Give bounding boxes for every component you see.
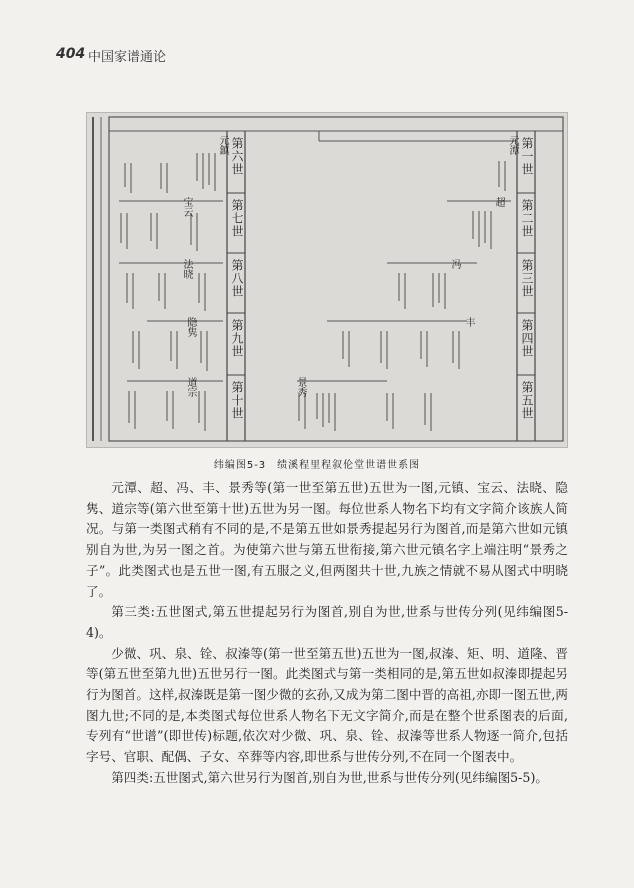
person-name: 隐隽 (185, 317, 196, 337)
gen-label-7: 第七世 (230, 199, 244, 238)
paragraph: 第三类:五世图式,第五世提起另行为图首,别自为世,世系与世传分列(见纬编图5-4)。 (86, 604, 568, 640)
gen-label-9: 第九世 (230, 319, 244, 358)
gen-label-2: 第二世 (520, 199, 534, 238)
gen-label-8: 第八世 (230, 259, 244, 298)
gen-label-3: 第三世 (520, 259, 534, 298)
person-name: 法晓 (181, 259, 192, 279)
person-name: 宝云 (181, 197, 192, 217)
person-name: 冯 (449, 259, 460, 269)
person-name: 道宗 (185, 377, 196, 397)
gen-label-6: 第六世 (230, 137, 244, 176)
person-name: 丰 (463, 317, 474, 327)
person-name: 元潭 (507, 135, 518, 155)
chart-lines (87, 113, 567, 447)
gen-label-5: 第五世 (520, 381, 534, 420)
book-title: 中国家谱通论 (88, 50, 167, 65)
paragraph: 少微、巩、泉、铨、叔溱等(第一世至第五世)五世为一图,叔溱、矩、明、道隆、晋等(第五世至第九世)五世另行一图。此类图式与第一类相同的是,第五世如叔溱即提起另行为图首。这样,叔溱既是第一图少微的玄孙,又成为第二图中晋的高祖,亦即一图五世,两图九世;不同的是,本类图式每位世系人物名下无文字简介,而是在整个世系图表的后面,专列有“世谱”(即世传)标题,依次对少微、巩、泉、铨、叔溱等世系人物逐一简介,包括字号、官职、配偶、子女、卒葬等内容,即世系与世传分列,不在同一个图表中。 (86, 645, 568, 765)
genealogy-chart-scan (86, 112, 568, 448)
person-name: 超 (493, 197, 504, 207)
paragraph: 第四类:五世图式,第六世另行为图首,别自为世,世系与世传分列(见纬编图5-5)。 (111, 769, 548, 785)
person-name: 元鎮 (217, 135, 228, 155)
body-text (86, 478, 568, 789)
page-number: 404 (56, 46, 86, 62)
gen-label-1: 第一世 (520, 137, 534, 176)
paragraph: 元潭、超、冯、丰、景秀等(第一世至第五世)五世为一图,元镇、宝云、法晓、隐隽、道宗等(第六世至第十世)五世为另一图。每位世系人物名下均有文字简介该族人简况。与第一类图式稍有不同的是,不是第五世如景秀提起另行为图首,而是第六世如元镇别自为世,为另一图之首。为使第六世与第五世衔接,第六世元镇名字上端注明“景秀之子”。此类图式也是五世一图,有五服之义,但两图共十世,九族之情就不易从图式中明晓了。 (86, 480, 568, 599)
figure-caption: 纬编图5-3 绩溪程里程叙伦堂世谱世系图 (213, 460, 421, 471)
person-name: 景秀 (295, 377, 306, 397)
gen-label-4: 第四世 (520, 319, 534, 358)
gen-label-10: 第十世 (230, 381, 244, 420)
